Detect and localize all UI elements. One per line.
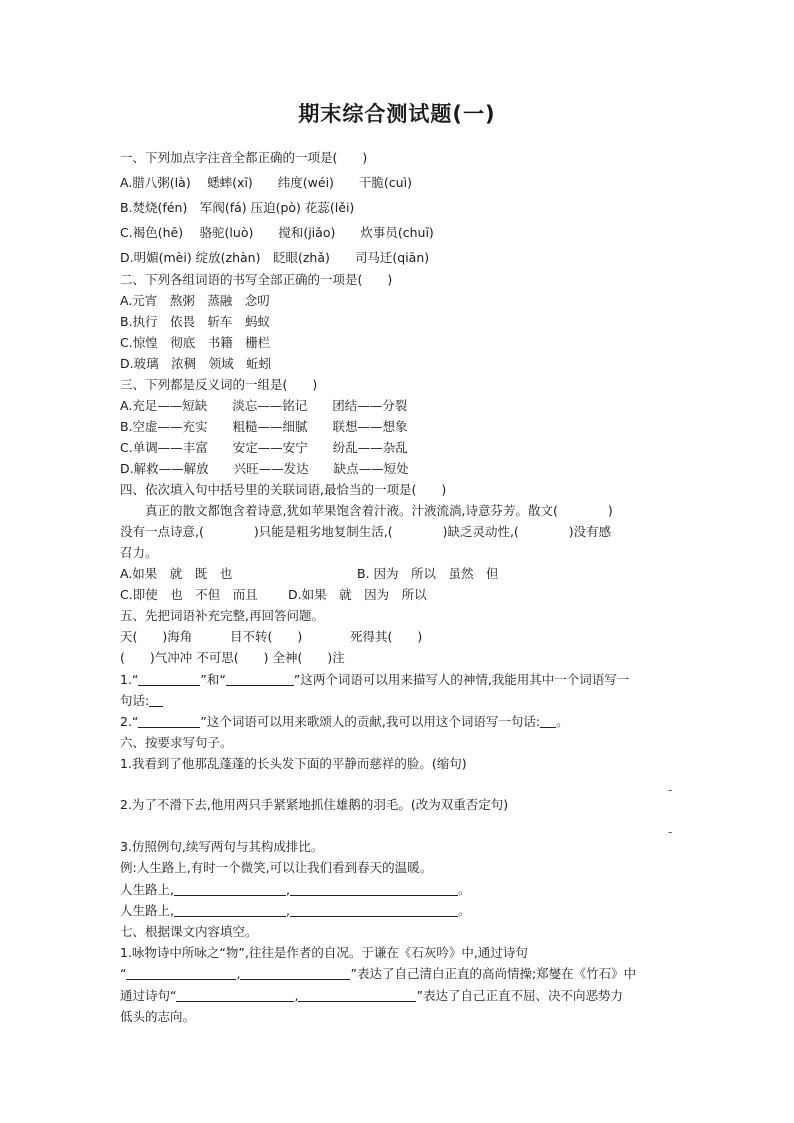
item-1-middle: ”和“ bbox=[200, 672, 226, 687]
answer-line-marker-2: - bbox=[668, 825, 673, 839]
poem-2-prefix: 通过诗句“ bbox=[120, 988, 177, 1003]
question-5-item-1-cont bbox=[120, 692, 163, 710]
poem-2-comma: , bbox=[294, 988, 299, 1003]
parallel-2-prefix: 人生路上, bbox=[120, 903, 174, 918]
item-2-suffix: ”这个词语可以用来歌颂人的贡献,我可以用这个词语写一句话: bbox=[200, 714, 541, 729]
idiom-fill-2: 目不转( ) bbox=[230, 629, 303, 644]
parallel-2-blank-b[interactable] bbox=[290, 903, 458, 917]
item-2-end: 。 bbox=[556, 714, 569, 729]
question-4-passage-line-1: 真正的散文都饱含着诗意,犹如苹果饱含着汁液。汁液流淌,诗意芬芳。散文( ) bbox=[120, 503, 613, 518]
parallel-1-end: 。 bbox=[457, 882, 471, 897]
question-6-item-3: 3.仿照例句,续写两句与其构成排比。 bbox=[120, 839, 324, 854]
question-3-option-a: A.充足——短缺 淡忘——铭记 团结——分裂 bbox=[120, 398, 408, 413]
question-1-stem: 一、下列加点字注音全都正确的一项是( ) bbox=[120, 150, 368, 165]
poem-2-suffix: ”表达了自己正直不屈、决不向恶势力 bbox=[416, 988, 623, 1003]
parallel-sentence-1 bbox=[120, 881, 470, 899]
question-3-stem: 三、下列都是反义词的一组是( ) bbox=[120, 377, 318, 392]
item-1-sentence-label: 句话: bbox=[120, 693, 150, 708]
question-1-option-a: A.腊八粥(là) 蟋蟀(xī) 纬度(wéi) 干脆(cuì) bbox=[120, 175, 412, 190]
question-2-option-c: C.惊惶 彻底 书籍 栅栏 bbox=[120, 335, 271, 350]
word-blank-2[interactable] bbox=[226, 672, 294, 686]
parallel-2-blank-a[interactable] bbox=[174, 903, 286, 917]
question-4-option-b: B. 因为 所以 虽然 但 bbox=[357, 566, 499, 581]
poem-2-blank-a[interactable] bbox=[176, 988, 294, 1002]
parallel-2-end: 。 bbox=[457, 903, 471, 918]
poem-1-open-quote: “ bbox=[120, 966, 127, 981]
poem-1-comma: , bbox=[236, 966, 241, 981]
question-1-option-d: D.明媚(mèi) 绽放(zhàn) 眨眼(zhǎ) 司马迁(qiān) bbox=[120, 250, 430, 265]
question-4-stem: 四、依次填入句中括号里的关联词语,最恰当的一项是( ) bbox=[120, 482, 447, 497]
question-4-passage-line-2: 没有一点诗意,( )只能是粗劣地复制生活,( )缺乏灵动性,( )没有感 bbox=[120, 524, 612, 539]
question-3-option-b: B.空虚——充实 粗糙——细腻 联想——想象 bbox=[120, 419, 408, 434]
parallel-1-comma: , bbox=[285, 882, 290, 897]
question-6-stem: 六、按要求写句子。 bbox=[120, 735, 233, 750]
poem-2-blank-b[interactable] bbox=[298, 988, 416, 1002]
question-7-line-1: 1.咏物诗中所咏之“物”,往往是作者的自况。于谦在《石灰吟》中,通过诗句 bbox=[120, 945, 528, 960]
poem-1-blank-b[interactable] bbox=[240, 966, 350, 980]
question-1-option-b: B.焚烧(fén) 军阀(fá) 压迫(pò) 花蕊(lěi) bbox=[120, 200, 355, 215]
question-7-line-3 bbox=[120, 987, 623, 1005]
idiom-fill-row-2: ( )气冲冲 不可思( ) 全神( )注 bbox=[120, 650, 345, 665]
question-3-option-c: C.单调——丰富 安定——安宁 纷乱——杂乱 bbox=[120, 440, 408, 455]
item-1-prefix: 1.“ bbox=[120, 672, 139, 687]
poem-1-suffix: ”表达了自己清白正直的高尚情操;郑燮在《竹石》中 bbox=[350, 966, 637, 981]
question-2-option-d: D.玻璃 浓稠 领域 蚯蚓 bbox=[120, 356, 272, 371]
question-1-option-c: C.褐色(hē) 骆驼(luò) 搅和(jiǎo) 炊事员(chuī) bbox=[120, 225, 434, 240]
question-2-option-a: A.元宵 熬粥 蒸融 念叨 bbox=[120, 293, 270, 308]
question-6-item-2: 2.为了不滑下去,他用两只手紧紧地抓住雄鹅的羽毛。(改为双重否定句) bbox=[120, 797, 509, 812]
question-4-option-c: C.即使 也 不但 而且 bbox=[120, 587, 258, 602]
parallel-1-prefix: 人生路上, bbox=[120, 882, 174, 897]
sentence-blank-2[interactable] bbox=[540, 714, 556, 728]
question-5-item-1 bbox=[120, 671, 629, 689]
idiom-fill-1: 天( )海角 bbox=[120, 629, 193, 644]
question-5-stem: 五、先把词语补充完整,再回答问题。 bbox=[120, 608, 324, 623]
question-7-line-2 bbox=[120, 965, 636, 983]
item-2-prefix: 2.“ bbox=[120, 714, 139, 729]
question-4-option-d: D.如果 就 因为 所以 bbox=[288, 587, 427, 602]
question-2-stem: 二、下列各组词语的书写全部正确的一项是( ) bbox=[120, 272, 393, 287]
question-2-option-b: B.执行 依畏 斩车 蚂蚁 bbox=[120, 314, 271, 329]
parallel-sentence-2 bbox=[120, 902, 470, 920]
poem-1-blank-a[interactable] bbox=[126, 966, 236, 980]
parallel-2-comma: , bbox=[285, 903, 290, 918]
question-6-example: 例:人生路上,有时一个微笑,可以让我们看到春天的温暖。 bbox=[120, 860, 433, 875]
parallel-1-blank-b[interactable] bbox=[290, 882, 458, 896]
word-blank-1[interactable] bbox=[138, 672, 200, 686]
question-4-passage-line-3: 召力。 bbox=[120, 545, 158, 560]
sentence-blank-1[interactable] bbox=[149, 693, 163, 707]
question-7-line-4: 低头的志向。 bbox=[120, 1009, 196, 1024]
word-blank-3[interactable] bbox=[138, 714, 200, 728]
parallel-1-blank-a[interactable] bbox=[174, 882, 286, 896]
question-5-item-2 bbox=[120, 713, 569, 731]
item-1-suffix: ”这两个词语可以用来描写人的神情,我能用其中一个词语写一 bbox=[293, 672, 630, 687]
question-7-stem: 七、根据课文内容填空。 bbox=[120, 924, 258, 939]
question-4-option-a: A.如果 就 既 也 bbox=[120, 566, 233, 581]
answer-line-marker-1: - bbox=[668, 783, 673, 797]
page-title: 期末综合测试题(一) bbox=[298, 102, 496, 126]
idiom-fill-3: 死得其( ) bbox=[350, 629, 423, 644]
question-3-option-d: D.解救——解放 兴旺——发达 缺点——短处 bbox=[120, 461, 409, 476]
question-6-item-1: 1.我看到了他那乱蓬蓬的长头发下面的平静而慈祥的脸。(缩句) bbox=[120, 756, 467, 771]
